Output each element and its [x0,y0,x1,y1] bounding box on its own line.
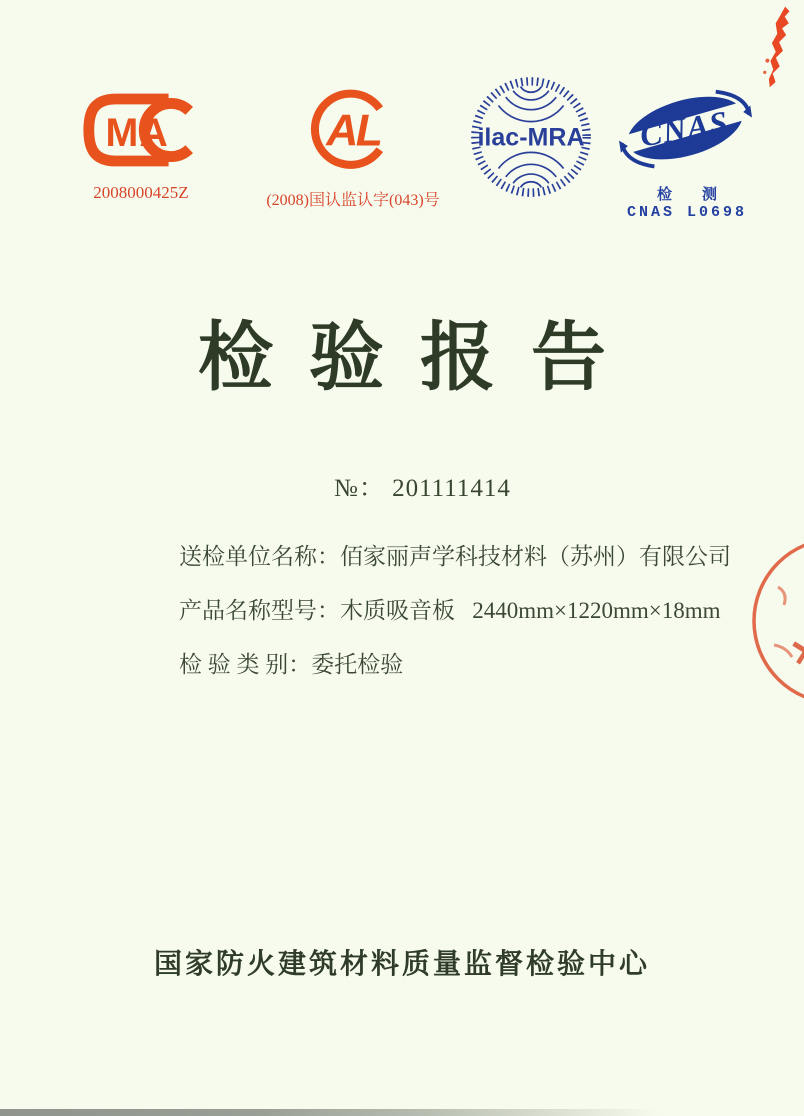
report-fields [179,541,731,703]
field-product [179,595,731,627]
field-product-value: 木质吸音板 2440mm×1220mm×18mm [340,598,721,623]
cnas-cert-number: CNAS L0698 [626,204,747,221]
cal-logo-icon [304,82,402,180]
cma-letters: MA [105,111,169,156]
field-inspection-type-value: 委托检验 [311,652,404,677]
ilac-mra-certification [466,74,596,205]
red-ink-smudge-icon [763,4,793,96]
cma-logo-icon [77,88,205,172]
cnas-label: CNAS [637,104,732,155]
field-inspection-type [179,649,731,681]
issuing-organization: 国家防火建筑材料质量监督检验中心 [153,949,650,980]
cma-cert-number: 2008000425Z [93,183,189,202]
cal-certification [255,82,451,210]
cma-certification [66,88,216,203]
report-title: 检验报告 [197,315,642,399]
cnas-certification [596,84,778,221]
ilac-mra-logo-icon [468,74,594,200]
ilac-mra-label: ilac-MRA [477,123,585,152]
cnas-category: 检 测 [656,186,725,203]
cnas-logo-icon [598,84,776,176]
field-inspection-type-label: 检 验 类 别： [179,652,312,677]
cal-cert-number: (2008)国认监认字(043)号 [266,192,440,209]
field-client-value: 佰家丽声学科技材料（苏州）有限公司 [340,544,731,569]
scanner-edge-artifact [0,1109,660,1116]
report-number: №： 201111414 [334,475,511,502]
field-product-label: 产品名称型号： [179,598,340,623]
cal-letters: AL [326,106,381,156]
field-client [179,541,731,573]
official-stamp-icon [750,535,804,707]
field-client-label: 送检单位名称： [179,544,340,569]
